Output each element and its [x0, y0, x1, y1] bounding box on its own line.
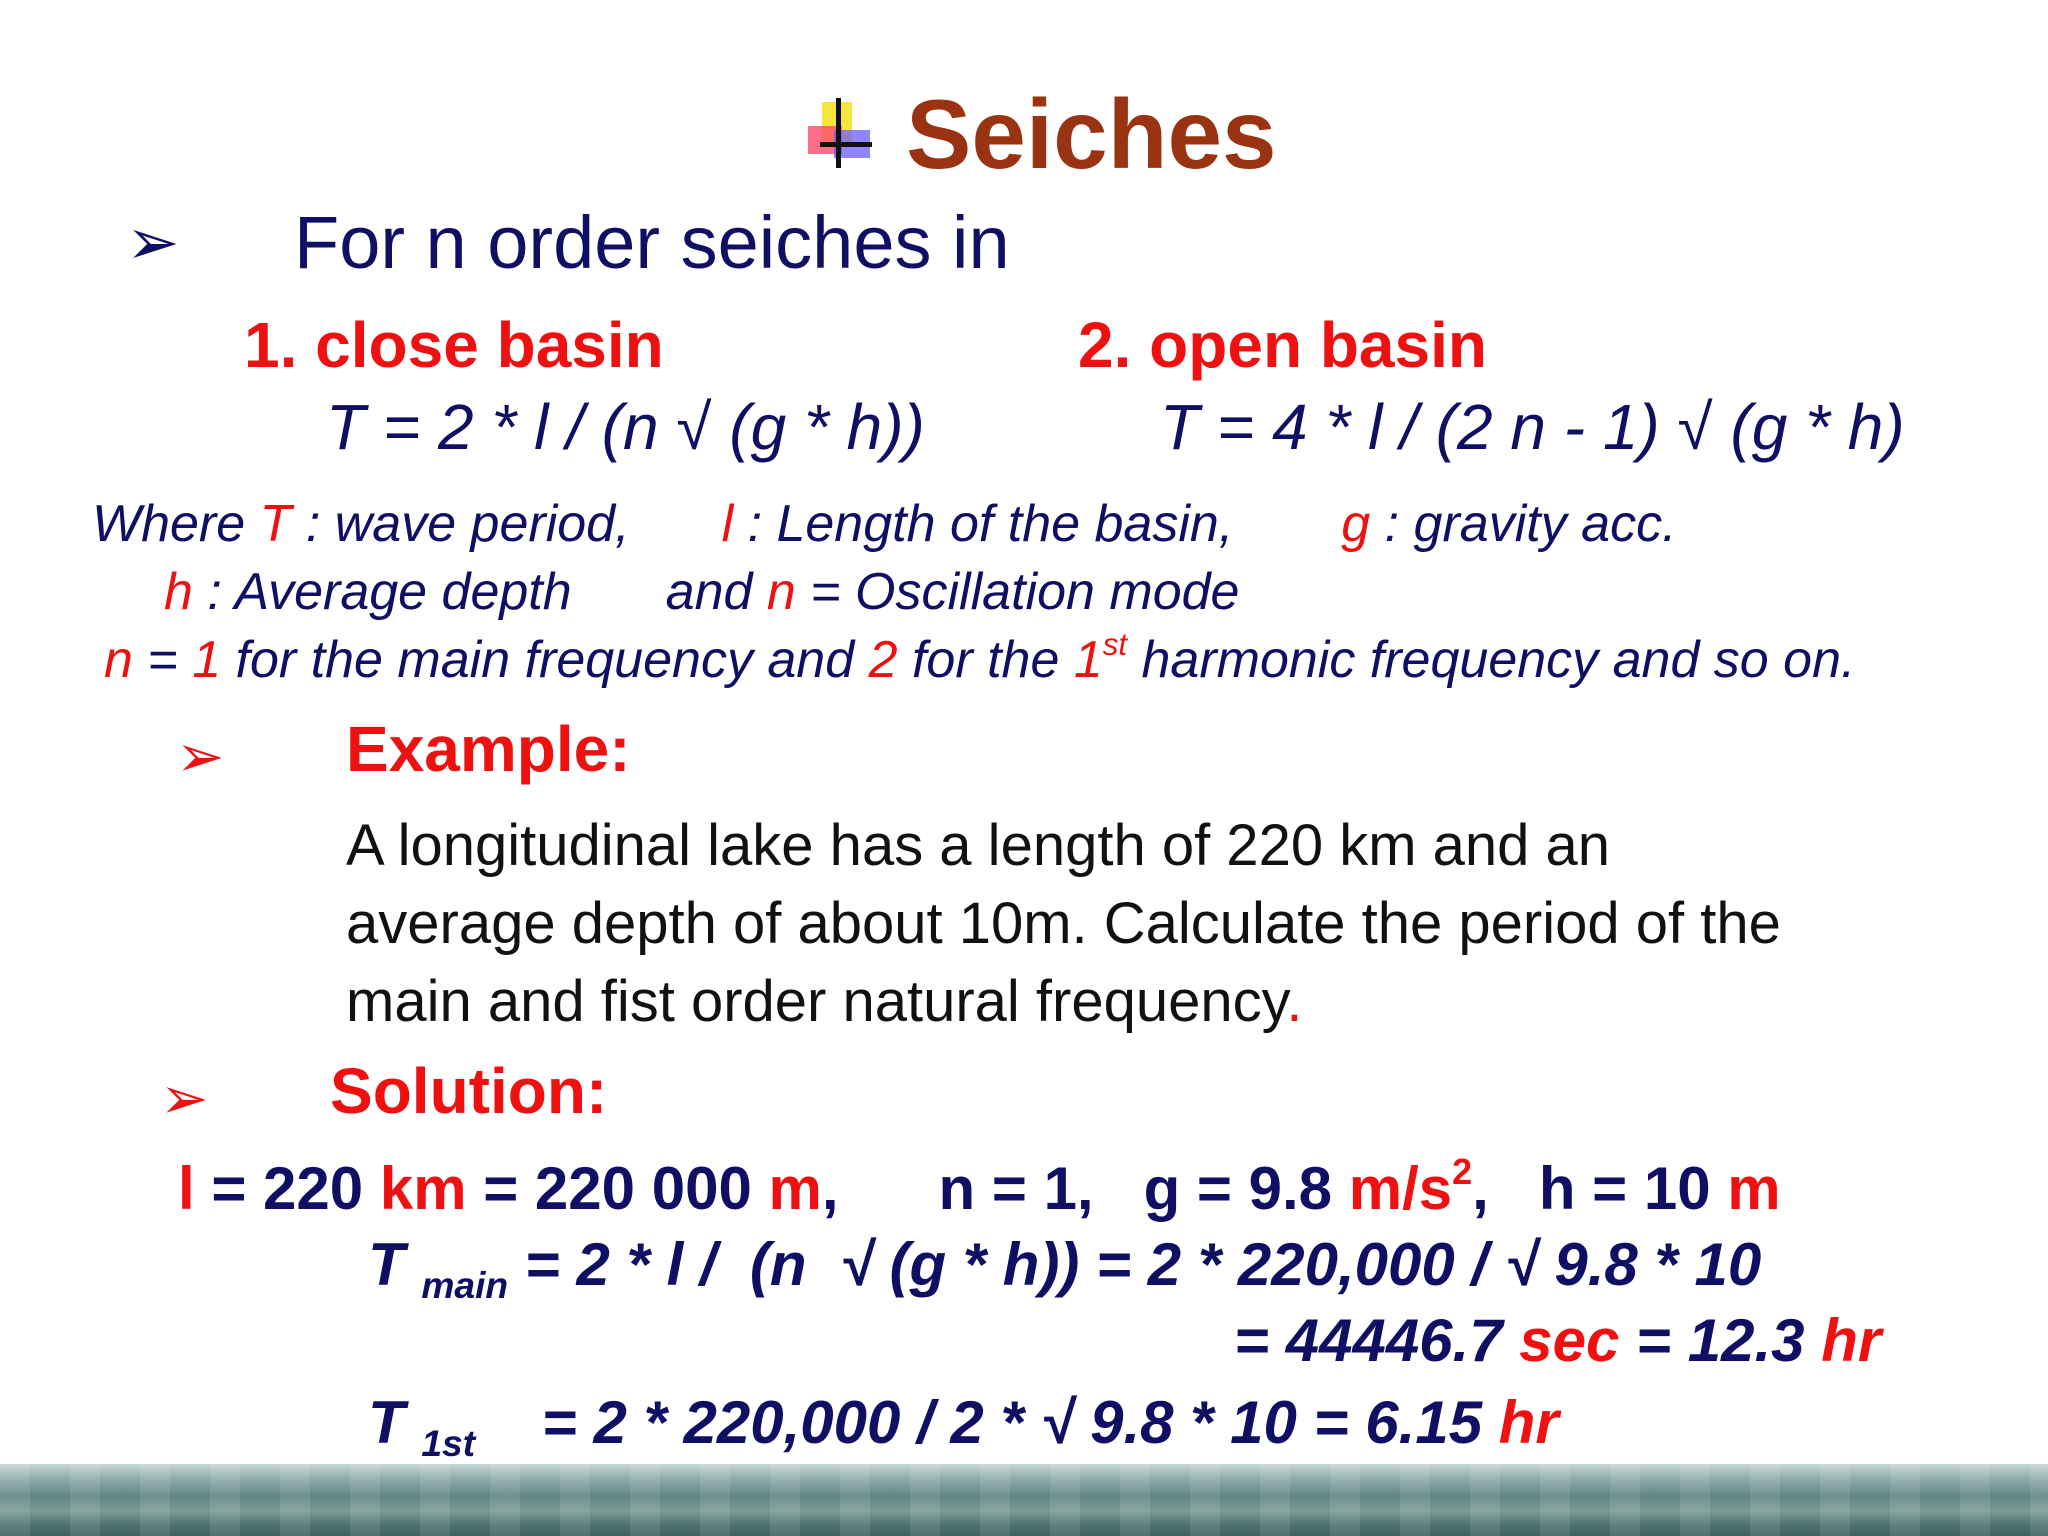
subscript-1st: 1st	[421, 1422, 476, 1465]
result-seconds: = 44446.7	[1234, 1307, 1520, 1374]
definition-line-1	[92, 494, 1677, 554]
arrow-bullet-icon: ➢	[176, 722, 225, 790]
open-basin-label: 2. open basin	[1078, 309, 1487, 381]
example-line-2: average depth of about 10m. Calculate the period of the	[346, 891, 1781, 956]
slide-title: Seiches	[906, 79, 1277, 189]
symbol-g: g	[1341, 495, 1371, 553]
given-values	[178, 1150, 1781, 1223]
unit-m: m	[768, 1155, 822, 1222]
definition-T: : wave period,	[291, 495, 630, 553]
t-main-expression: = 2 * l / (n √ (g * h)) = 2 * 220,000 / √ 9.8 * 10	[508, 1231, 1762, 1298]
example-label: Example:	[346, 713, 631, 785]
unit-hr: hr	[1821, 1307, 1882, 1374]
n-and-g-values: , n = 1, g = 9.8	[821, 1155, 1349, 1222]
t-main-formula	[368, 1230, 1762, 1307]
example-line-1: A longitudinal lake has a length of 220 km and an	[346, 813, 1611, 878]
result-hours: = 12.3	[1619, 1307, 1822, 1374]
definition-g: : gravity acc.	[1370, 495, 1677, 553]
symbol-n-2: n	[104, 631, 133, 689]
arrow-bullet-icon: ➢	[126, 206, 180, 280]
harmonic-text: harmonic frequency and so on.	[1127, 631, 1856, 689]
example-period: .	[1286, 969, 1303, 1034]
close-basin-label: 1. close basin	[244, 309, 664, 381]
close-basin-formula: T = 2 * l / (n √ (g * h))	[326, 391, 925, 463]
unit-km: km	[379, 1155, 467, 1222]
bullet-cross-icon	[806, 96, 876, 172]
symbol-T-first: T	[368, 1389, 422, 1456]
unit-m-2: m	[1727, 1155, 1781, 1222]
subscript-main: main	[421, 1264, 509, 1307]
unit-hr-2: hr	[1498, 1389, 1559, 1456]
length-km-value: = 220	[194, 1155, 380, 1222]
for-the-text: for the	[897, 631, 1074, 689]
arrow-bullet-icon: ➢	[160, 1064, 209, 1132]
definition-line-2	[164, 562, 1239, 622]
t-first-expression: = 2 * 220,000 / 2 * √ 9.8 * 10 = 6.15	[475, 1389, 1499, 1456]
value-2: 2	[868, 631, 898, 689]
t-first-formula	[368, 1388, 1559, 1465]
example-line-3	[346, 968, 1302, 1035]
intro-text: For n order seiches in	[294, 201, 1010, 284]
sea-footer-image	[0, 1464, 2048, 1536]
and-word: and	[665, 563, 767, 621]
value-1: 1	[192, 631, 222, 689]
depth-value: , h = 10	[1472, 1155, 1728, 1222]
symbol-n: n	[766, 563, 796, 621]
example-line-3-text: main and fist order natural frequency	[346, 969, 1287, 1034]
where-word: Where	[92, 495, 260, 553]
symbol-T: T	[259, 495, 292, 553]
definition-h: : Average depth	[192, 563, 572, 621]
symbol-l: l	[178, 1155, 195, 1222]
equals: =	[132, 631, 193, 689]
symbol-h: h	[164, 563, 193, 621]
symbol-T-main: T	[368, 1231, 422, 1298]
definition-l: : Length of the basin,	[733, 495, 1234, 553]
unit-exponent: 2	[1452, 1150, 1473, 1192]
open-basin-formula: T = 4 * l / (2 n - 1) √ (g * h)	[1160, 391, 1905, 463]
unit-ms2: m/s	[1348, 1155, 1453, 1222]
ordinal-suffix: st	[1102, 627, 1128, 663]
length-m-value: = 220 000	[466, 1155, 769, 1222]
main-frequency-text: for the main frequency and	[221, 631, 869, 689]
t-main-result	[1234, 1306, 1881, 1375]
definition-line-3	[104, 627, 1856, 690]
unit-sec: sec	[1519, 1307, 1620, 1374]
symbol-l: l	[721, 495, 734, 553]
definition-n: = Oscillation mode	[795, 563, 1240, 621]
first-number: 1	[1073, 631, 1103, 689]
solution-label: Solution:	[330, 1055, 608, 1127]
